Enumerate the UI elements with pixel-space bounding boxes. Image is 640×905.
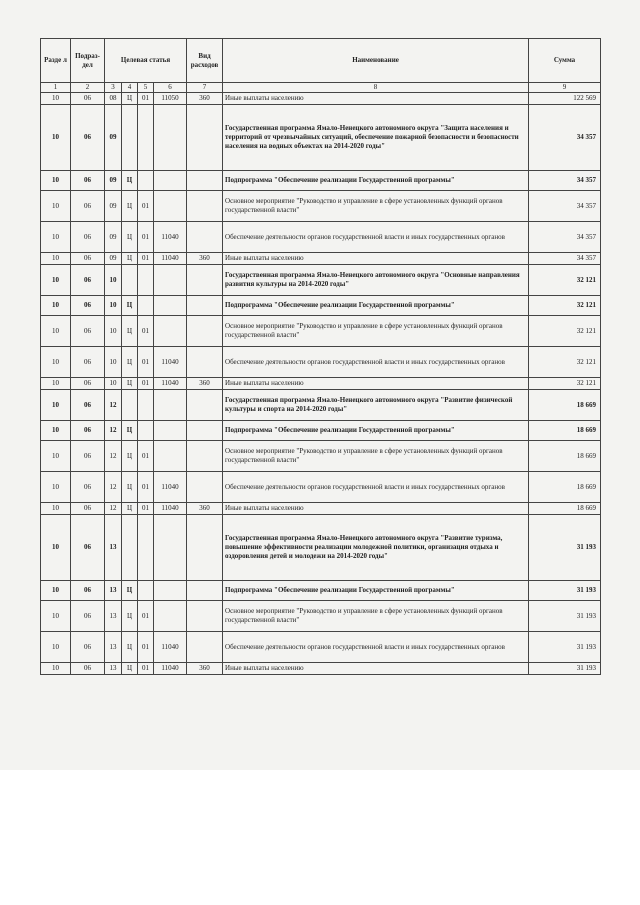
code-cell-c6: 11040 [154, 472, 187, 503]
code-cell-c6 [154, 390, 187, 421]
code-cell-c1: 10 [41, 378, 71, 390]
sum-cell: 18 669 [529, 472, 601, 503]
column-number-cell: 2 [71, 83, 105, 93]
code-cell-c7 [187, 347, 223, 378]
name-cell: Основное мероприятие "Руководство и управление в сфере установленных функций органов государственной власти" [223, 441, 529, 472]
sum-cell: 34 357 [529, 171, 601, 191]
table-row [41, 347, 601, 378]
code-cell-c5 [138, 390, 154, 421]
code-cell-c6 [154, 296, 187, 316]
budget-table-sheet [40, 38, 600, 675]
code-cell-c1: 10 [41, 503, 71, 515]
code-cell-c5: 01 [138, 93, 154, 105]
code-cell-c4: Ц [122, 378, 138, 390]
column-number-cell: 4 [122, 83, 138, 93]
code-cell-c2: 06 [71, 347, 105, 378]
sum-cell: 31 193 [529, 581, 601, 601]
code-cell-c2: 06 [71, 265, 105, 296]
header-razdel: Разде л [41, 39, 71, 83]
code-cell-c4: Ц [122, 316, 138, 347]
code-cell-c5 [138, 515, 154, 581]
code-cell-c7 [187, 390, 223, 421]
table-header [41, 39, 601, 93]
name-cell: Подпрограмма "Обеспечение реализации Государственной программы" [223, 421, 529, 441]
code-cell-c5: 01 [138, 632, 154, 663]
code-cell-c3: 12 [105, 472, 122, 503]
code-cell-c5 [138, 296, 154, 316]
code-cell-c1: 10 [41, 581, 71, 601]
code-cell-c7 [187, 632, 223, 663]
code-cell-c4: Ц [122, 171, 138, 191]
code-cell-c2: 06 [71, 93, 105, 105]
code-cell-c3: 12 [105, 390, 122, 421]
header-podrazdel: Подраз- дел [71, 39, 105, 83]
code-cell-c2: 06 [71, 390, 105, 421]
name-cell: Иные выплаты населению [223, 378, 529, 390]
code-cell-c1: 10 [41, 316, 71, 347]
name-cell: Основное мероприятие "Руководство и управление в сфере установленных функций органов государственной власти" [223, 316, 529, 347]
code-cell-c5: 01 [138, 253, 154, 265]
budget-table [40, 38, 601, 675]
code-cell-c2: 06 [71, 316, 105, 347]
code-cell-c3: 13 [105, 632, 122, 663]
table-row [41, 378, 601, 390]
code-cell-c5: 01 [138, 663, 154, 675]
code-cell-c6 [154, 581, 187, 601]
code-cell-c1: 10 [41, 390, 71, 421]
table-row [41, 316, 601, 347]
code-cell-c4: Ц [122, 222, 138, 253]
table-row [41, 191, 601, 222]
code-cell-c3: 13 [105, 601, 122, 632]
code-cell-c4: Ц [122, 441, 138, 472]
code-cell-c7 [187, 581, 223, 601]
code-cell-c6: 11040 [154, 503, 187, 515]
code-cell-c7 [187, 171, 223, 191]
code-cell-c3: 09 [105, 191, 122, 222]
code-cell-c6: 11040 [154, 378, 187, 390]
code-cell-c2: 06 [71, 515, 105, 581]
name-cell: Основное мероприятие "Руководство и управление в сфере установленных функций органов государственной власти" [223, 191, 529, 222]
code-cell-c7 [187, 222, 223, 253]
code-cell-c7 [187, 316, 223, 347]
code-cell-c7: 360 [187, 378, 223, 390]
table-row [41, 105, 601, 171]
code-cell-c1: 10 [41, 421, 71, 441]
code-cell-c6: 11040 [154, 253, 187, 265]
table-row [41, 265, 601, 296]
code-cell-c4: Ц [122, 503, 138, 515]
code-cell-c1: 10 [41, 347, 71, 378]
name-cell: Обеспечение деятельности органов государственной власти и иных государственных органов [223, 632, 529, 663]
sum-cell: 18 669 [529, 421, 601, 441]
code-cell-c4: Ц [122, 93, 138, 105]
code-cell-c5: 01 [138, 222, 154, 253]
code-cell-c3: 10 [105, 347, 122, 378]
code-cell-c2: 06 [71, 191, 105, 222]
code-cell-c1: 10 [41, 601, 71, 632]
code-cell-c7: 360 [187, 663, 223, 675]
code-cell-c7 [187, 472, 223, 503]
code-cell-c4: Ц [122, 253, 138, 265]
code-cell-c1: 10 [41, 171, 71, 191]
code-cell-c1: 10 [41, 515, 71, 581]
code-cell-c2: 06 [71, 663, 105, 675]
code-cell-c3: 09 [105, 222, 122, 253]
code-cell-c1: 10 [41, 191, 71, 222]
code-cell-c3: 09 [105, 105, 122, 171]
code-cell-c5: 01 [138, 472, 154, 503]
column-number-cell: 8 [223, 83, 529, 93]
sum-cell: 34 357 [529, 105, 601, 171]
table-row [41, 296, 601, 316]
code-cell-c5 [138, 171, 154, 191]
column-number-row [41, 83, 601, 93]
code-cell-c1: 10 [41, 472, 71, 503]
code-cell-c3: 12 [105, 421, 122, 441]
header-target-article: Целевая статья [105, 39, 187, 83]
table-row [41, 632, 601, 663]
name-cell: Основное мероприятие "Руководство и управление в сфере установленных функций органов государственной власти" [223, 601, 529, 632]
code-cell-c6: 11040 [154, 222, 187, 253]
column-number-cell: 6 [154, 83, 187, 93]
code-cell-c2: 06 [71, 601, 105, 632]
code-cell-c6 [154, 515, 187, 581]
code-cell-c5 [138, 265, 154, 296]
code-cell-c5: 01 [138, 441, 154, 472]
code-cell-c6 [154, 191, 187, 222]
name-cell: Государственная программа Ямало-Ненецкого автономного округа "Основные направления развития культуры на 2014-2020 годы" [223, 265, 529, 296]
column-number-cell: 5 [138, 83, 154, 93]
table-row [41, 171, 601, 191]
name-cell: Подпрограмма "Обеспечение реализации Государственной программы" [223, 581, 529, 601]
code-cell-c6 [154, 171, 187, 191]
code-cell-c6 [154, 601, 187, 632]
code-cell-c6: 11040 [154, 632, 187, 663]
name-cell: Государственная программа Ямало-Ненецкого автономного округа "Развитие физической культуры и спорта на 2014-2020 годы" [223, 390, 529, 421]
code-cell-c1: 10 [41, 632, 71, 663]
table-row [41, 515, 601, 581]
header-name: Наименование [223, 39, 529, 83]
header-expense-type: Вид расходов [187, 39, 223, 83]
code-cell-c1: 10 [41, 441, 71, 472]
sum-cell: 34 357 [529, 191, 601, 222]
code-cell-c3: 08 [105, 93, 122, 105]
name-cell: Подпрограмма "Обеспечение реализации Государственной программы" [223, 171, 529, 191]
code-cell-c1: 10 [41, 296, 71, 316]
code-cell-c5 [138, 581, 154, 601]
sum-cell: 34 357 [529, 222, 601, 253]
code-cell-c6: 11040 [154, 663, 187, 675]
name-cell: Иные выплаты населению [223, 663, 529, 675]
code-cell-c6 [154, 421, 187, 441]
table-row [41, 601, 601, 632]
code-cell-c7 [187, 296, 223, 316]
code-cell-c6 [154, 441, 187, 472]
code-cell-c2: 06 [71, 296, 105, 316]
code-cell-c3: 10 [105, 316, 122, 347]
code-cell-c7 [187, 515, 223, 581]
code-cell-c2: 06 [71, 503, 105, 515]
code-cell-c7 [187, 191, 223, 222]
code-cell-c7: 360 [187, 253, 223, 265]
code-cell-c4: Ц [122, 601, 138, 632]
table-body [41, 93, 601, 675]
table-row [41, 472, 601, 503]
code-cell-c5 [138, 421, 154, 441]
code-cell-c1: 10 [41, 222, 71, 253]
table-row [41, 421, 601, 441]
code-cell-c7: 360 [187, 93, 223, 105]
sum-cell: 32 121 [529, 265, 601, 296]
code-cell-c5: 01 [138, 316, 154, 347]
code-cell-c4: Ц [122, 581, 138, 601]
code-cell-c1: 10 [41, 105, 71, 171]
sum-cell: 31 193 [529, 601, 601, 632]
name-cell: Иные выплаты населению [223, 93, 529, 105]
code-cell-c3: 10 [105, 265, 122, 296]
name-cell: Государственная программа Ямало-Ненецкого автономного округа "Защита населения и территорий от чрезвычайных ситуаций, обеспечение пожарной безопасности и безопасности населения на водных объектах на 2014-2020 годы" [223, 105, 529, 171]
code-cell-c5: 01 [138, 347, 154, 378]
table-row [41, 390, 601, 421]
code-cell-c5: 01 [138, 378, 154, 390]
code-cell-c3: 13 [105, 663, 122, 675]
code-cell-c3: 09 [105, 253, 122, 265]
code-cell-c3: 12 [105, 441, 122, 472]
code-cell-c1: 10 [41, 663, 71, 675]
column-number-cell: 7 [187, 83, 223, 93]
sum-cell: 31 193 [529, 515, 601, 581]
code-cell-c5: 01 [138, 601, 154, 632]
column-number-cell: 1 [41, 83, 71, 93]
code-cell-c4: Ц [122, 191, 138, 222]
code-cell-c4: Ц [122, 472, 138, 503]
code-cell-c6 [154, 265, 187, 296]
code-cell-c6 [154, 105, 187, 171]
name-cell: Обеспечение деятельности органов государственной власти и иных государственных органов [223, 222, 529, 253]
table-row [41, 253, 601, 265]
sum-cell: 32 121 [529, 316, 601, 347]
column-number-cell: 3 [105, 83, 122, 93]
code-cell-c5: 01 [138, 503, 154, 515]
code-cell-c2: 06 [71, 253, 105, 265]
code-cell-c2: 06 [71, 472, 105, 503]
header-sum: Сумма [529, 39, 601, 83]
table-row [41, 503, 601, 515]
code-cell-c2: 06 [71, 171, 105, 191]
name-cell: Обеспечение деятельности органов государственной власти и иных государственных органов [223, 472, 529, 503]
code-cell-c4 [122, 515, 138, 581]
code-cell-c7 [187, 421, 223, 441]
sum-cell: 32 121 [529, 296, 601, 316]
code-cell-c2: 06 [71, 105, 105, 171]
code-cell-c4 [122, 105, 138, 171]
code-cell-c5: 01 [138, 191, 154, 222]
sum-cell: 31 193 [529, 632, 601, 663]
code-cell-c3: 13 [105, 581, 122, 601]
table-row [41, 441, 601, 472]
table-row [41, 93, 601, 105]
code-cell-c7 [187, 105, 223, 171]
code-cell-c2: 06 [71, 632, 105, 663]
sum-cell: 18 669 [529, 390, 601, 421]
code-cell-c1: 10 [41, 93, 71, 105]
code-cell-c2: 06 [71, 441, 105, 472]
code-cell-c1: 10 [41, 265, 71, 296]
sum-cell: 34 357 [529, 253, 601, 265]
name-cell: Обеспечение деятельности органов государственной власти и иных государственных органов [223, 347, 529, 378]
code-cell-c1: 10 [41, 253, 71, 265]
code-cell-c7: 360 [187, 503, 223, 515]
sum-cell: 31 193 [529, 663, 601, 675]
sum-cell: 32 121 [529, 347, 601, 378]
code-cell-c3: 10 [105, 378, 122, 390]
code-cell-c4: Ц [122, 663, 138, 675]
sum-cell: 122 569 [529, 93, 601, 105]
name-cell: Иные выплаты населению [223, 253, 529, 265]
table-row [41, 581, 601, 601]
sum-cell: 18 669 [529, 503, 601, 515]
code-cell-c7 [187, 441, 223, 472]
code-cell-c4: Ц [122, 632, 138, 663]
table-row [41, 222, 601, 253]
code-cell-c6: 11050 [154, 93, 187, 105]
name-cell: Подпрограмма "Обеспечение реализации Государственной программы" [223, 296, 529, 316]
code-cell-c4 [122, 390, 138, 421]
code-cell-c3: 12 [105, 503, 122, 515]
name-cell: Государственная программа Ямало-Ненецкого автономного округа "Развитие туризма, повышение эффективности реализации молодежной политики, организация отдыха и оздоровления детей и молодежи на 2014-2020 годы" [223, 515, 529, 581]
code-cell-c4 [122, 265, 138, 296]
code-cell-c3: 13 [105, 515, 122, 581]
name-cell: Иные выплаты населению [223, 503, 529, 515]
code-cell-c2: 06 [71, 378, 105, 390]
code-cell-c3: 10 [105, 296, 122, 316]
sum-cell: 18 669 [529, 441, 601, 472]
code-cell-c5 [138, 105, 154, 171]
code-cell-c3: 09 [105, 171, 122, 191]
code-cell-c7 [187, 601, 223, 632]
code-cell-c6 [154, 316, 187, 347]
sum-cell: 32 121 [529, 378, 601, 390]
code-cell-c2: 06 [71, 222, 105, 253]
table-row [41, 663, 601, 675]
code-cell-c7 [187, 265, 223, 296]
code-cell-c2: 06 [71, 581, 105, 601]
code-cell-c6: 11040 [154, 347, 187, 378]
code-cell-c2: 06 [71, 421, 105, 441]
column-number-cell: 9 [529, 83, 601, 93]
code-cell-c4: Ц [122, 347, 138, 378]
code-cell-c4: Ц [122, 296, 138, 316]
code-cell-c4: Ц [122, 421, 138, 441]
